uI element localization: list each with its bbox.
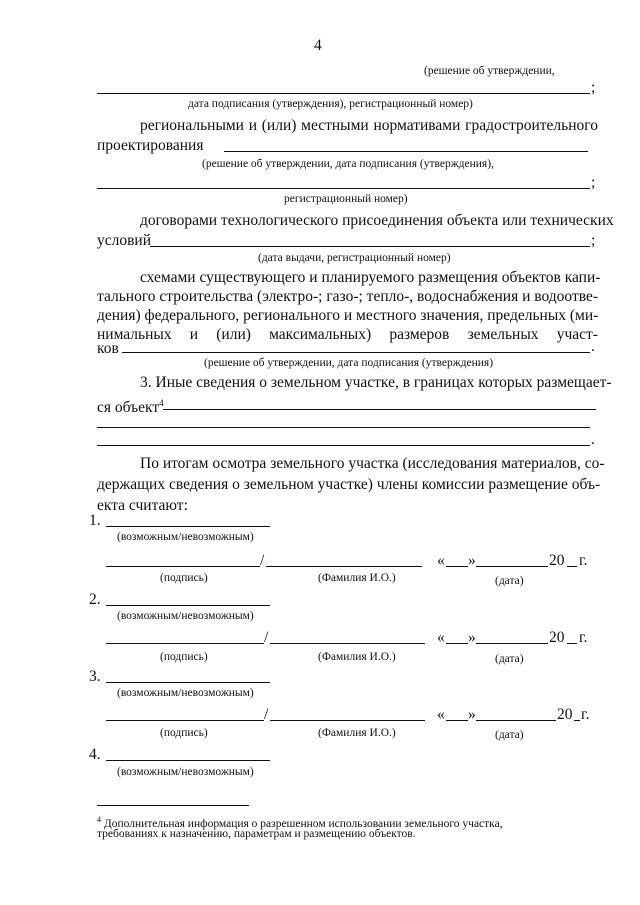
member-2-slash: /: [264, 629, 269, 646]
member-2-number: 2.: [89, 591, 101, 608]
regional-fill-line: [224, 151, 588, 152]
member-2-day-line[interactable]: [446, 643, 468, 644]
member-3-decision-caption: (возможным/невозможным): [117, 687, 254, 699]
member-1-decision-caption: (возможным/невозможным): [117, 531, 254, 543]
schemes-line-3: дения) федерального, регионального и местного значения, предельных (ми-: [97, 307, 599, 324]
member-3-signature-line[interactable]: [106, 720, 264, 721]
schemes-fill-line: [122, 352, 590, 353]
contracts-caption: (дата выдачи, регистрационный номер): [258, 252, 451, 264]
schemes-line-1: схемами существующего и планируемого размещения объектов капи-: [140, 269, 601, 286]
member-3-day-line[interactable]: [446, 720, 468, 721]
section3-period: .: [591, 431, 595, 448]
schemes-line-4-word: земельных: [467, 326, 539, 343]
top-caption-2: дата подписания (утверждения), регистрационный номер): [188, 98, 473, 110]
member-2-year-line[interactable]: [567, 643, 577, 644]
section3-line-1: 3. Иные сведения о земельном участке, в границах которых размещает-: [140, 374, 612, 391]
schemes-period: .: [591, 338, 595, 355]
member-1-date-open: «: [437, 552, 445, 569]
member-1-year-suffix: г.: [579, 552, 588, 569]
member-3-year-suffix: г.: [581, 706, 590, 723]
contracts-semicolon: ;: [591, 232, 596, 249]
section3-line-2: [97, 394, 164, 417]
regional-line-2: проектирования: [97, 137, 204, 154]
footnote-line-2: требованиях к назначению, параметрам и размещению объектов.: [97, 828, 416, 840]
conclusion-line-2: держащих сведения о земельном участке) члены комиссии размещение объ-: [97, 476, 601, 493]
contracts-fill-line: [150, 246, 590, 247]
schemes-line-4-word: (или): [216, 326, 251, 343]
page-number: 4: [314, 37, 322, 54]
member-2-year-suffix: г.: [579, 629, 588, 646]
schemes-line-4: [97, 325, 598, 344]
footnote-separator: [97, 805, 249, 806]
member-3-number: 3.: [89, 668, 101, 685]
member-1-day-line[interactable]: [446, 566, 468, 567]
schemes-line-4-word: участ-: [556, 326, 598, 343]
footnote-mark: 4: [97, 815, 101, 824]
member-1-decision-line[interactable]: [106, 526, 270, 527]
top-caption-1: (решение об утверждении,: [424, 65, 555, 77]
member-3-slash: /: [264, 706, 269, 723]
member-3-month-line[interactable]: [476, 720, 556, 721]
member-2-date-close: »: [468, 629, 476, 646]
member-2-month-line[interactable]: [476, 643, 548, 644]
member-1-name-line[interactable]: [266, 566, 422, 567]
member-4-number: 4.: [89, 746, 101, 763]
top-fill-line: [97, 93, 590, 94]
member-2-name-caption: (Фамилия И.О.): [318, 651, 396, 663]
schemes-line-2: тального строительства (электро-; газо-; тепло-, водоснабжения и водоотве-: [97, 288, 599, 305]
member-1-date-caption: (дата): [495, 575, 524, 587]
member-1-year-prefix: 20: [549, 552, 565, 569]
schemes-line-4-word: размеров: [389, 326, 450, 343]
member-1-month-line[interactable]: [476, 566, 548, 567]
conclusion-line-3: екта считают:: [97, 497, 188, 514]
member-3-date-close: »: [468, 706, 476, 723]
member-1-date-close: »: [468, 552, 476, 569]
member-2-signature-caption: (подпись): [160, 651, 208, 663]
member-1-number: 1.: [89, 512, 101, 529]
member-2-decision-line[interactable]: [106, 605, 270, 606]
member-1-slash: /: [260, 552, 265, 569]
footnote-reference: 4: [159, 398, 164, 408]
member-3-name-caption: (Фамилия И.О.): [318, 727, 396, 739]
member-2-date-caption: (дата): [495, 653, 524, 665]
member-3-decision-line[interactable]: [106, 682, 270, 683]
member-1-signature-caption: (подпись): [160, 572, 208, 584]
contracts-line-2: условий: [97, 232, 152, 249]
member-3-year-line[interactable]: [574, 720, 580, 721]
section3-fill-line-3: [97, 445, 590, 446]
member-3-name-line[interactable]: [270, 720, 425, 721]
schemes-line-4-word: максимальных): [269, 326, 372, 343]
member-1-signature-line[interactable]: [106, 566, 260, 567]
regional-semicolon: ;: [591, 174, 596, 191]
member-2-year-prefix: 20: [549, 629, 565, 646]
schemes-line-4-word: нимальных: [97, 326, 172, 343]
schemes-line-4-word: и: [189, 326, 199, 343]
member-3-date-caption: (дата): [495, 729, 524, 741]
section3-fill-line-2: [97, 427, 590, 428]
regional-fill-line-2: [97, 188, 590, 189]
regional-caption-1: (решение об утверждении, дата подписания (утверждения),: [202, 158, 494, 170]
footnote-text-1: Дополнительная информация о разрешенном использовании земельного участка,: [103, 817, 503, 830]
member-2-signature-line[interactable]: [106, 643, 264, 644]
conclusion-line-1: По итогам осмотра земельного участка (исследования материалов, со-: [140, 455, 605, 472]
schemes-caption: (решение об утверждении, дата подписания (утверждения): [204, 357, 494, 369]
schemes-line-5: ков: [97, 340, 119, 357]
member-2-name-line[interactable]: [270, 643, 425, 644]
member-4-decision-line[interactable]: [106, 760, 270, 761]
member-3-year-prefix: 20: [557, 706, 573, 723]
regional-line-1: региональными и (или) местными нормативами градостроительного: [140, 117, 598, 134]
member-1-name-caption: (Фамилия И.О.): [318, 572, 396, 584]
top-semicolon: ;: [591, 79, 596, 96]
member-2-date-open: «: [437, 629, 445, 646]
member-2-decision-caption: (возможным/невозможным): [117, 610, 254, 622]
member-1-year-line[interactable]: [567, 566, 577, 567]
member-3-signature-caption: (подпись): [160, 727, 208, 739]
regional-caption-2: регистрационный номер): [284, 193, 408, 205]
section3-line-2-text: ся объект: [97, 399, 160, 417]
member-4-decision-caption: (возможным/невозможным): [117, 766, 254, 778]
section3-fill-line-1: [163, 409, 596, 410]
member-3-date-open: «: [437, 706, 445, 723]
contracts-line-1: договорами технологического присоединения объекта или технических: [140, 212, 614, 229]
